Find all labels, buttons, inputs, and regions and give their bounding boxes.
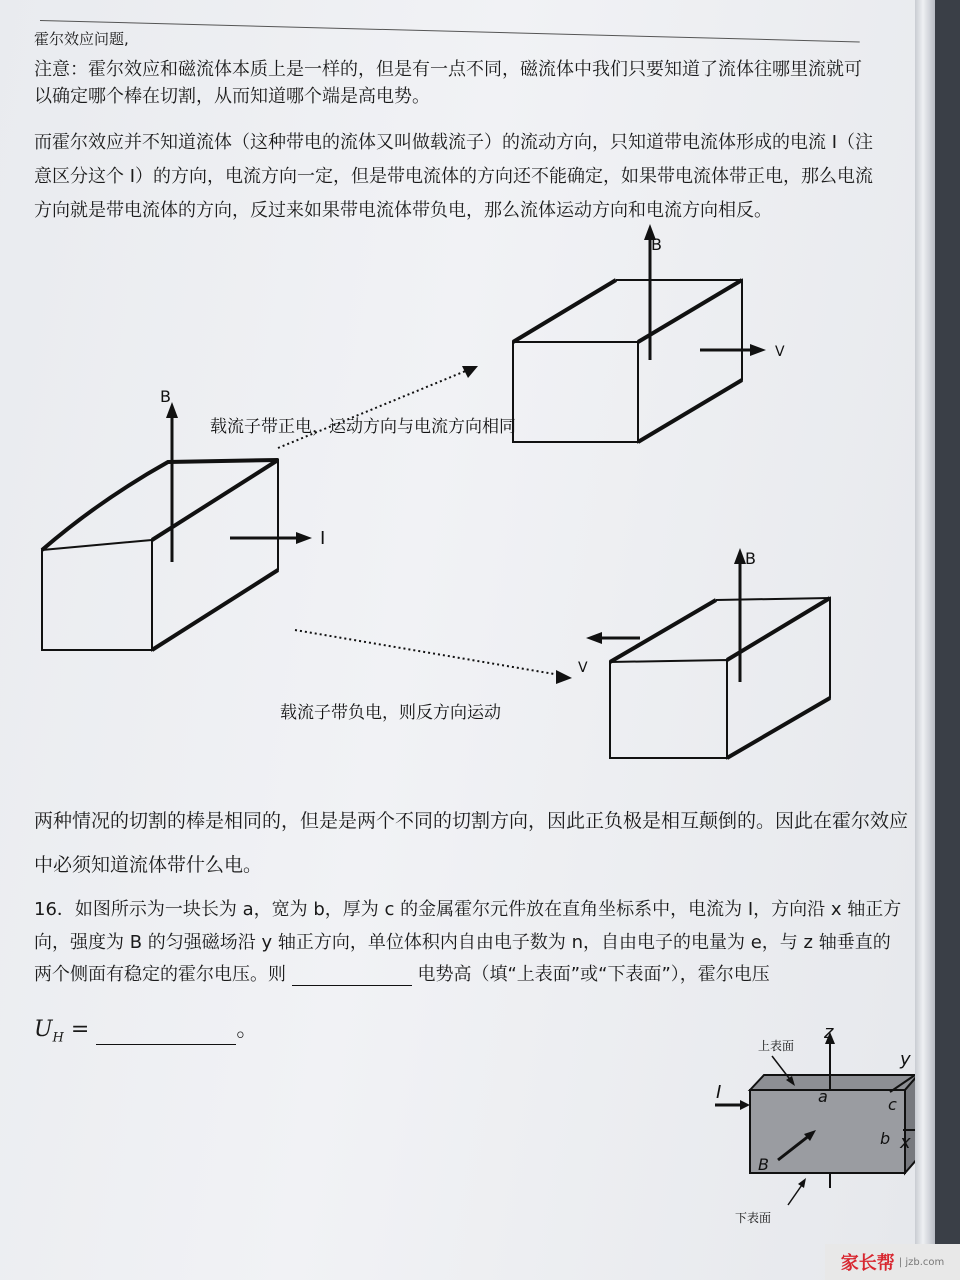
fig-label-a: a <box>818 1087 828 1106</box>
caption-positive: 载流子带正电，运动方向与电流方向相同 <box>210 417 516 437</box>
top-right-box <box>513 224 766 442</box>
top-right-label-V: V <box>775 344 785 360</box>
fig-label-I: I <box>716 1082 722 1103</box>
intro-line-6: 方向就是带电流体的方向，反过来如果带电流体带负电，那么流体运动方向和电流方向相反。 <box>34 200 772 221</box>
problem-line-3 <box>34 960 770 986</box>
answer-blank-1[interactable] <box>292 967 412 986</box>
watermark-main: 家长帮 <box>840 1253 895 1274</box>
answer-blank-2[interactable] <box>96 1026 236 1045</box>
uh-sub: H <box>52 1030 64 1046</box>
dotted-arrow-down <box>295 630 560 675</box>
uh-end: 。 <box>236 1017 259 1042</box>
intro-line-5: 意区分这个 I）的方向，电流方向一定，但是带电流体的方向还不能确定，如果带电流体带正电，那么电流 <box>34 166 874 187</box>
intro-line-2: 注意：霍尔效应和磁流体本质上是一样的，但是有一点不同，磁流体中我们只要知道了流体往哪里流就可 <box>34 59 862 80</box>
conclusion-line-2: 中必须知道流体带什么电。 <box>34 854 263 876</box>
left-label-I: I <box>320 528 326 549</box>
hall-effect-diagram <box>0 220 900 780</box>
hall-element-figure <box>700 1020 915 1230</box>
left-label-B: B <box>160 387 171 406</box>
fig-bottom-surface: 下表面 <box>735 1211 772 1225</box>
problem-line-3b: 电势高（填“上表面”或“下表面”），霍尔电压 <box>417 964 770 985</box>
problem-line-2: 向，强度为 B 的匀强磁场沿 y 轴正方向，单位体积内自由电子数为 n，自由电子的电量为 e，与 z 轴垂直的 <box>34 932 891 953</box>
top-right-label-B: B <box>651 235 662 254</box>
fig-axis-x: x <box>900 1132 911 1153</box>
intro-line-3: 以确定哪个棒在切割，从而知道哪个端是高电势。 <box>34 86 430 107</box>
bottom-right-label-B: B <box>745 549 756 568</box>
fig-label-c: c <box>888 1095 897 1114</box>
uh-line <box>34 1012 258 1045</box>
bottom-right-box <box>586 548 830 758</box>
fig-axis-z: z <box>824 1022 834 1043</box>
uh-eq: = <box>63 1017 90 1042</box>
conclusion-line-1: 两种情况的切割的棒是相同的，但是是两个不同的切割方向，因此正负极是相互颠倒的。因此在霍尔效应 <box>34 810 909 832</box>
caption-negative: 载流子带负电，则反方向运动 <box>280 703 501 723</box>
intro-line-1: 霍尔效应问题, <box>34 30 129 48</box>
fig-axis-y: y <box>900 1049 911 1070</box>
problem-line-1: 16．如图所示为一块长为 a，宽为 b，厚为 c 的金属霍尔元件放在直角坐标系中，电流为 I，方向沿 x 轴正方 <box>34 899 902 920</box>
header-rule <box>40 20 860 42</box>
intro-line-4: 而霍尔效应并不知道流体（这种带电的流体又叫做载流子）的流动方向，只知道带电流体形成的电流 I（注 <box>34 132 874 153</box>
bottom-right-label-V: V <box>578 660 588 676</box>
problem-line-3a: 两个侧面有稳定的霍尔电压。则 <box>34 964 286 985</box>
watermark-logo <box>825 1244 960 1280</box>
fig-label-b: b <box>880 1129 891 1148</box>
uh-label: U <box>34 1017 53 1042</box>
left-box <box>42 402 312 650</box>
fig-top-surface: 上表面 <box>758 1039 795 1053</box>
fig-label-B: B <box>758 1155 769 1174</box>
watermark-sub: | jzb.com <box>898 1256 945 1268</box>
page-edge <box>915 0 935 1280</box>
